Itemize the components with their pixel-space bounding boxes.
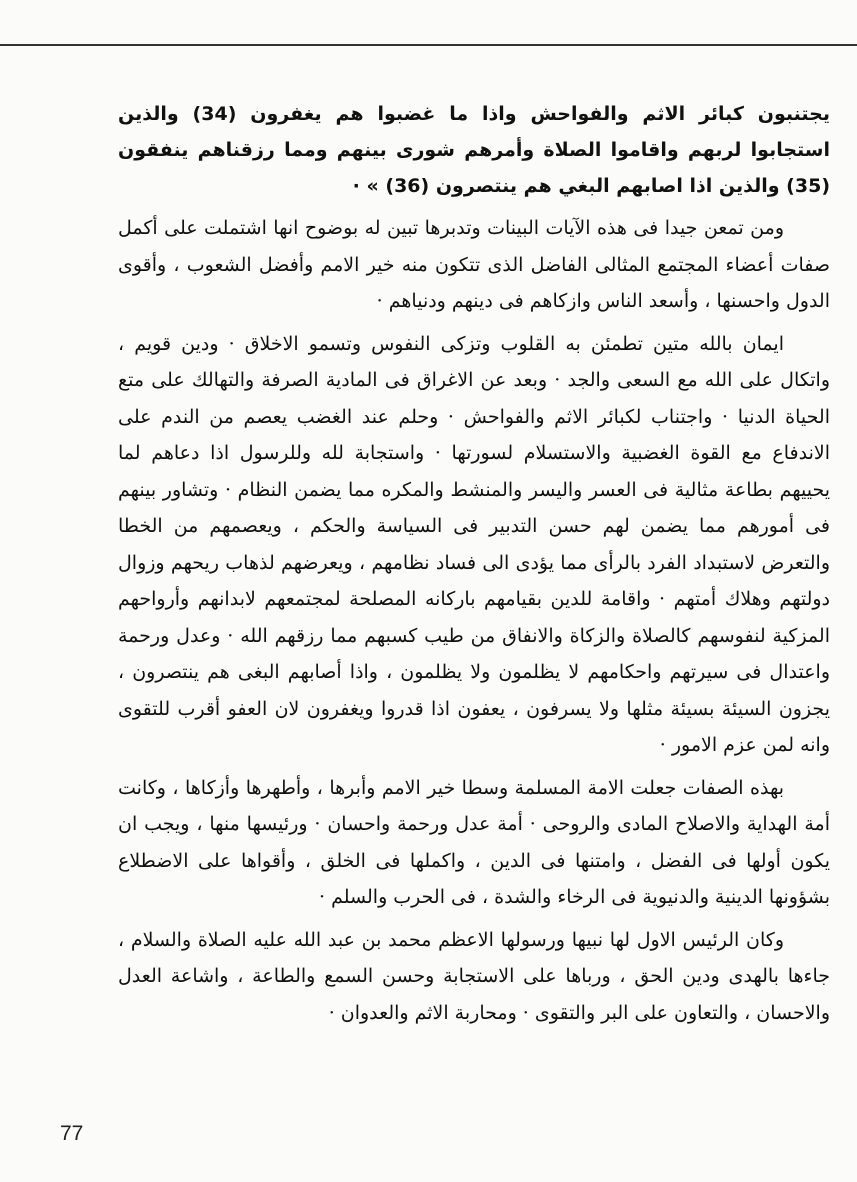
paragraph-3: بهذه الصفات جعلت الامة المسلمة وسطا خير الامم وأبرها ، وأطهرها وأزكاها ، وكانت أمة الهداية والاصلاح المادى والروحى · أمة عدل ورحمة واحسان · ورئيسها منها ، ويجب ان يكون أولها فى الفضل ، وامتنها فى الدين ، واكملها فى الخلق ، وأقواها على الاضطلاع بشؤونها الدينية والدنيوية فى الرخاء والشدة ، فى الحرب والسلم ·	[118, 776, 830, 908]
body-text	[118, 96, 830, 1031]
header-rule	[0, 44, 857, 46]
paragraph-2: ايمان بالله متين تطمئن به القلوب وتزكى النفوس وتسمو الاخلاق · ودين قويم ، واتكال على الله مع السعى والجد · وبعد عن الاغراق فى المادية الصرفة والتهالك على متع الحياة الدنيا · واجتناب لكبائر الاثم والفواحش · وحلم عند الغضب يعصم من الندم على الاندفاع مع القوة الغضبية والاستسلام لسورتها · واستجابة لله وللرسول اذا دعاهم لما يحييهم بطاعة مثالية فى العسر واليسر والمنشط والمكره مما يضمن النظام · وتشاور بينهم فى أمورهم مما يضمن لهم حسن التدبير فى السياسة والحكم ، ويعصمهم من الخطا والتعرض لاستبداد الفرد بالرأى مما يؤدى الى فساد نظامهم ، ويعرضهم لذهاب ريحهم وزوال دولتهم وهلاك أمتهم · واقامة للدين بقيامهم باركانه المصلحة لمجتمعهم لابدانهم وأرواحهم المزكية لنفوسهم كالصلاة والزكاة والانفاق من طيب كسبهم مما رزقهم الله · وعدل ورحمة واعتدال فى سيرتهم واحكامهم لا يظلمون ولا يظلمون ، واذا أصابهم البغى هم ينتصرون ، يجزون السيئة بسيئة مثلها ولا يسرفون ، يعفون اذا قدروا ويغفرون لان العفو أقرب للتقوى وانه لمن عزم الامور ·	[118, 332, 830, 756]
paragraph-4: وكان الرئيس الاول لها نبيها ورسولها الاعظم محمد بن عبد الله عليه الصلاة والسلام ، جاءها بالهدى ودين الحق ، ورباها على الاستجابة وحسن السمع والطاعة ، واشاعة العدل والاحسان ، والتعاون على البر والتقوى · ومحاربة الاثم والعدوان ·	[118, 928, 830, 1024]
page-number: 77	[60, 1122, 84, 1145]
paragraph-1: ومن تمعن جيدا فى هذه الآيات البينات وتدبرها تبين له بوضوح انها اشتملت على أكمل صفات أعضاء المجتمع المثالى الفاضل الذى تتكون منه خير الامم وأفضل الشعوب ، وأقوى الدول واحسنها ، وأسعد الناس وازكاهم فى دينهم ودنياهم ·	[118, 217, 830, 312]
quran-verse-paragraph: يجتنبون كبائر الاثم والفواحش واذا ما غضبوا هم يغفرون (34) والذين استجابوا لربهم واقاموا الصلاة وأمرهم شورى بينهم ومما رزقناهم ينفقون (35) والذين اذا اصابهم البغي هم ينتصرون (36) » ·	[118, 103, 830, 197]
